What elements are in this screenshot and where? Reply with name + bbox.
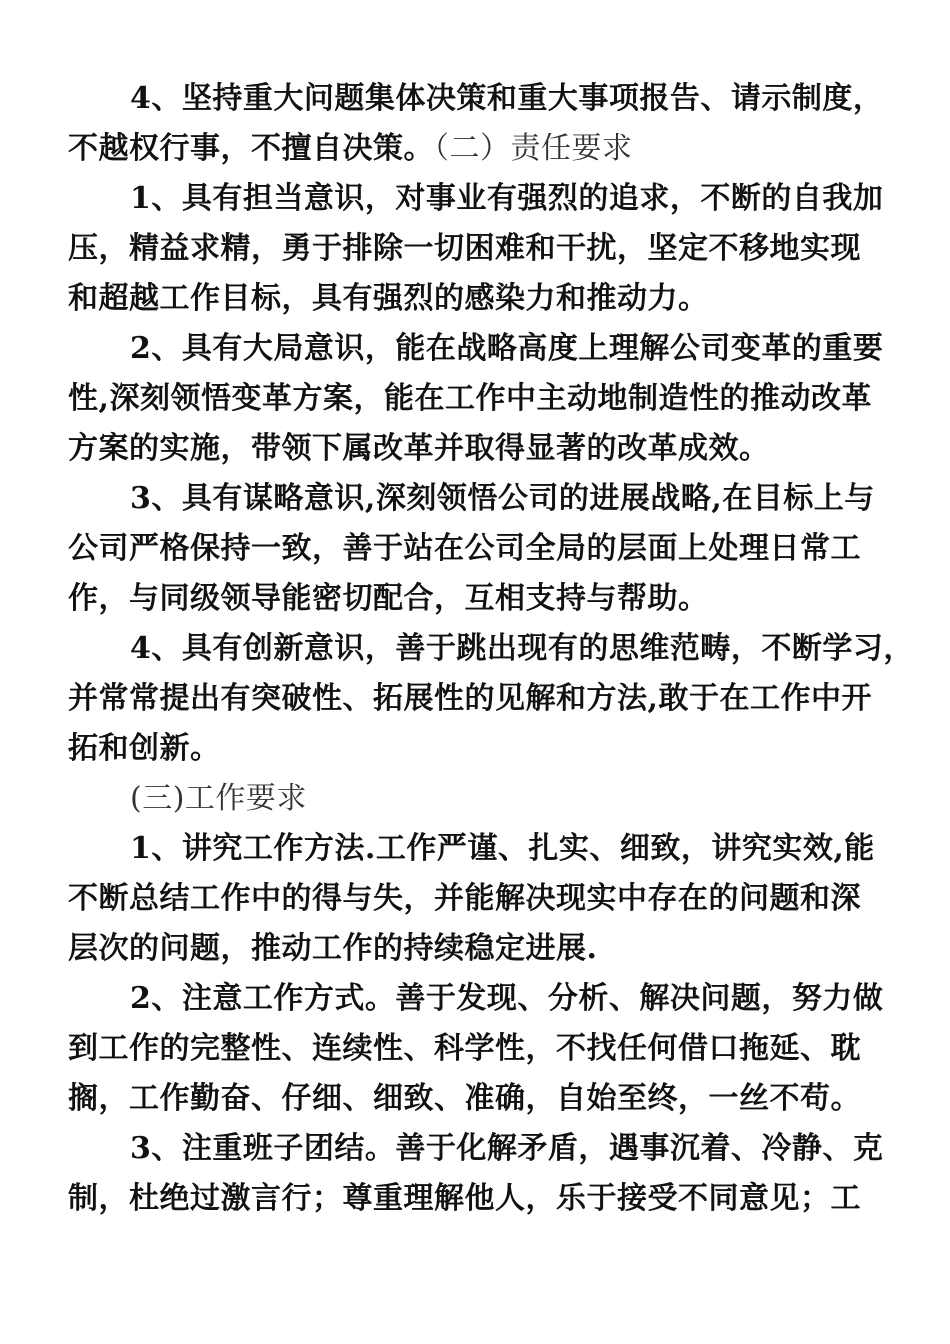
paragraph-line: 方案的实施，带领下属改革并取得显著的改革成效。 — [68, 431, 770, 466]
paragraph-line: 和超越工作目标，具有强烈的感染力和推动力。 — [68, 281, 709, 316]
paragraph-line: 作，与同级领导能密切配合，互相支持与帮助。 — [68, 581, 709, 616]
document-body — [68, 74, 914, 1224]
paragraph-line — [68, 124, 880, 174]
paragraph-line: 搁，工作勤奋、仔细、细致、准确，自始至终，一丝不苟。 — [68, 1081, 861, 1116]
paragraph-line: 压，精益求精，勇于排除一切困难和干扰，坚定不移地实现 — [68, 231, 861, 266]
paragraph-line: 不断总结工作中的得与失，并能解决现实中存在的问题和深 — [68, 881, 861, 916]
paragraph-line: 3、具有谋略意识,深刻领悟公司的进展战略,在目标上与 — [130, 481, 875, 516]
section-heading-3: (三)工作要求 — [130, 781, 307, 816]
paragraph-line: 1、具有担当意识，对事业有强烈的追求，不断的自我加 — [130, 181, 884, 216]
paragraph-line: 制，杜绝过激言行；尊重理解他人，乐于接受不同意见；工 — [68, 1181, 861, 1216]
paragraph-line: 并常常提出有突破性、拓展性的见解和方法,敢于在工作中开 — [68, 681, 872, 716]
paragraph-line: 到工作的完整性、连续性、科学性，不找任何借口拖延、耽 — [68, 1031, 861, 1066]
paragraph-line: 4、坚持重大问题集体决策和重大事项报告、请示制度， — [130, 81, 884, 116]
paragraph-line: 层次的问题，推动工作的持续稳定进展. — [68, 931, 598, 966]
paragraph-line: 2、注意工作方式。善于发现、分析、解决问题，努力做 — [130, 981, 884, 1016]
paragraph-line: 3、注重班子团结。善于化解矛盾，遇事沉着、冷静、克 — [130, 1131, 884, 1166]
paragraph-line: 拓和创新。 — [68, 731, 221, 766]
paragraph-text: 不越权行事，不擅自决策。 — [68, 131, 434, 166]
paragraph-line: 公司严格保持一致，善于站在公司全局的层面上处理日常工 — [68, 531, 861, 566]
paragraph-line: 性,深刻领悟变革方案，能在工作中主动地制造性的推动改革 — [68, 381, 872, 416]
paragraph-line: 1、讲究工作方法.工作严谨、扎实、细致，讲究实效,能 — [130, 831, 875, 866]
section-heading-2: （二）责任要求 — [434, 131, 633, 166]
paragraph-line: 4、具有创新意识，善于跳出现有的思维范畴，不断学习， — [130, 631, 914, 666]
paragraph-line: 2、具有大局意识，能在战略高度上理解公司变革的重要 — [130, 331, 884, 366]
